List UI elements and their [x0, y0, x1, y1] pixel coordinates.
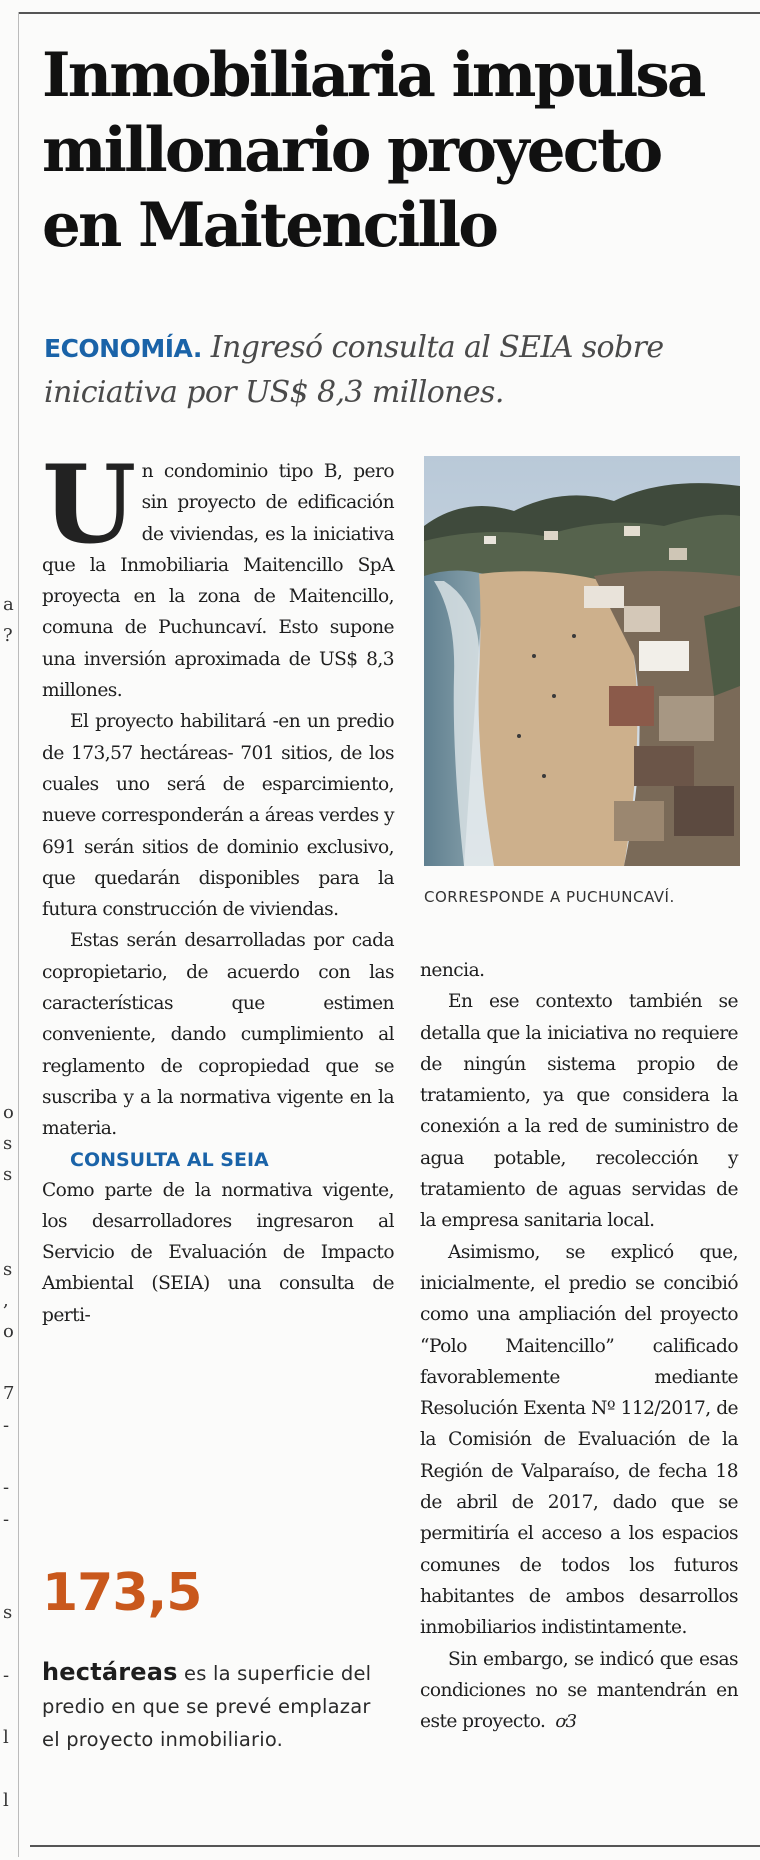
gutter-fragment: o — [3, 1321, 14, 1342]
article-column-1 — [42, 442, 394, 1331]
paragraph-5: En ese contexto también se detalla que la iniciativa no requiere de ningún sistema propio de tratamiento, ya que considera la conexión a la red de suministro de agua potable, recolección y tratamiento de aguas servidas de la empresa sanitaria local. — [420, 991, 738, 1232]
paragraph-2: El proyecto habilitará -en un predio de 173,57 hectáreas- 701 sitios, de los cuales uno será de esparcimiento, nueve corresponderán a áreas verdes y 691 serán sitios de dominio exclusivo, que quedarán disponibles para la futura construcción de viviendas. — [42, 711, 394, 921]
gutter-fragment: ? — [3, 625, 13, 646]
paragraph-3: Estas serán desarrolladas por cada copropietario, de acuerdo con las características que estimen conveniente, dando cumplimiento al reglamento de copropiedad que se suscriba y a la normativa vigente en la materia. — [42, 930, 394, 1140]
paragraph-4-continued: nencia. — [420, 960, 485, 981]
stat-unit: hectáreas — [42, 1658, 178, 1686]
stat-text: es la superficie del predio en que se prevé emplazar el proyecto inmobiliario. — [42, 1662, 372, 1751]
gutter-fragment: - — [3, 1509, 10, 1530]
gutter-fragment: , — [3, 1290, 9, 1311]
gutter-fragment: - — [3, 1665, 10, 1686]
gutter-fragment: l — [3, 1790, 9, 1811]
gutter-fragment: - — [3, 1415, 10, 1436]
paragraph-6: Asimismo, se explicó que, inicialmente, el predio se concibió como una ampliación del proyecto “Polo Maitencillo” calificado favorablemente mediante Resolución Exenta Nº 112/2017, de la Comisión de Evaluación de la Región de Valparaíso, de fecha 18 de abril de 2017, dado que se permitiría el acceso a los espacios comunes de todos los futuros habitantes de ambos desarrollos inmobiliarios indistintamente. — [420, 1241, 738, 1639]
gutter-fragment: 7 — [3, 1383, 15, 1404]
drop-cap: U — [42, 442, 136, 568]
section-subhead: CONSULTA AL SEIA — [70, 1148, 269, 1171]
stat-description — [42, 1656, 394, 1756]
end-mark-icon: ơ3 — [555, 1711, 577, 1733]
paragraph-7 — [420, 1644, 738, 1738]
subheadline: Ingresó consulta al SEIA sobre iniciativa por US$ 8,3 millones. — [44, 330, 664, 410]
photo-caption: CORRESPONDE A PUCHUNCAVÍ. — [424, 888, 675, 906]
column-divider — [18, 12, 19, 1857]
beach-photo — [424, 456, 740, 866]
bottom-rule — [30, 1845, 760, 1847]
deck — [44, 326, 744, 415]
headline: Inmobiliaria impulsa millonario proyecto en Maitencillo — [42, 40, 704, 261]
paragraph-4: Como parte de la normativa vigente, los desarrolladores ingresaron al Servicio de Evaluación de Impacto Ambiental (SEIA) una consulta de perti- — [42, 1179, 394, 1326]
paragraph-1-text: n condominio tipo B, pero sin proyecto de edificación de viviendas, es la iniciativa que la Inmobiliaria Maitencillo SpA proyecta en la zona de Maitencillo, comuna de Puchuncaví. Esto supone una inversión aproximada de US$ 8,3 millones. — [42, 461, 394, 702]
gutter-fragment: l — [3, 1727, 9, 1748]
gutter-fragment: s — [3, 1133, 13, 1154]
gutter-fragment: s — [3, 1259, 13, 1280]
stat-number: 173,5 — [42, 1563, 202, 1623]
gutter-fragment: a — [3, 594, 14, 615]
gutter-fragment: s — [3, 1164, 13, 1185]
top-rule — [18, 12, 760, 14]
paragraph-7-text: Sin embargo, se indicó que esas condiciones no se mantendrán en este proyecto. — [420, 1648, 738, 1733]
gutter-fragment: - — [3, 1477, 10, 1498]
gutter-fragment: o — [3, 1102, 14, 1123]
adjacent-column-fragments — [0, 0, 14, 1860]
gutter-fragment: s — [3, 1602, 13, 1623]
paragraph-1 — [42, 442, 394, 706]
article-column-2 — [420, 955, 738, 1737]
section-kicker: ECONOMÍA. — [44, 334, 202, 363]
